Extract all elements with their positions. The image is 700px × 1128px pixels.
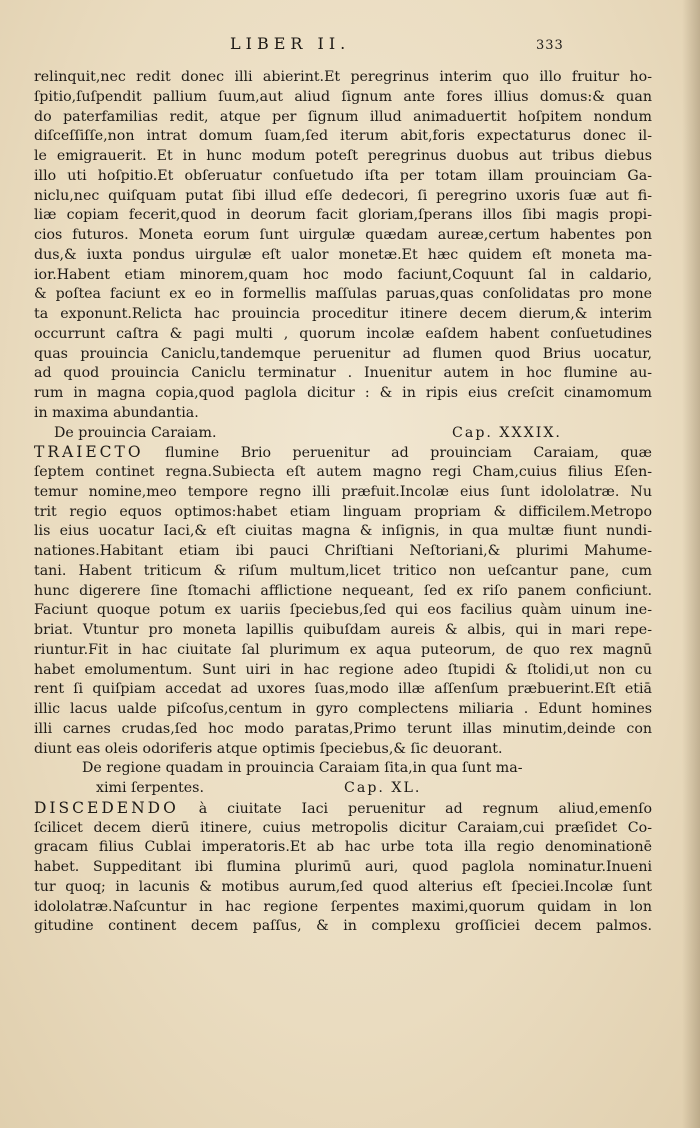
text-line-first — [34, 799, 652, 819]
text-line: illic lacus ualde piſcoſus,centum in gyro complectens miliaria . Edunt homines — [34, 701, 652, 717]
text-line: Faciunt quoque potum ex uariis ſpeciebus,ſed qui eos facilius quàm uinum ine- — [34, 602, 652, 619]
text-line: hunc digerere ſine ſtomachi afflictione nequeant, ſed ex riſo panem conficiunt. — [34, 582, 652, 599]
text-line: occurrunt caſtra & pagi multi , quorum incolæ eaſdem habent conſuetudines — [34, 325, 652, 342]
text-line: idololatræ.Naſcuntur in hac regione ſerpentes maximi,quorum quidam in lon — [34, 898, 652, 915]
running-head — [0, 34, 700, 54]
text-line: ta exponunt.Relicta hac prouincia proceditur itinere decem dierum,& interim — [34, 306, 652, 322]
text-line: cios futuros. Moneta eorum ſunt uirgulæ quædam aureæ,certum habentes pon — [34, 227, 652, 243]
text-line: diunt eas oleis odoriferis atque optimis ſpeciebus,& ſic deuorant. — [34, 740, 503, 757]
text-line: le emigrauerit. Et in hunc modum poteſt peregrinus duobus aut tribus diebus — [34, 148, 652, 164]
text-line: ſeptem continet regna.Subiecta eſt autem magno regi Cham,cuius filius Eſen- — [34, 464, 652, 480]
text-line: temur nomine,meo tempore regno illi præfuit.Incolæ eius ſunt idololatræ. Nu — [34, 483, 652, 500]
text-line: nationes.Habitant etiam ibi pauci Chriſtiani Neſtoriani,& plurimi Mahume- — [34, 543, 652, 559]
text-line: briat. Vtuntur pro moneta lapillis quibuſdam aureis & albis, qui in mari repe- — [34, 622, 652, 638]
paragraph-continuation — [34, 68, 652, 424]
text-line: & poſtea faciunt ex eo in formellis maſſulas paruas,quas conſolidatas pro mone — [34, 286, 652, 303]
lead-line-rest: à ciuitate Iaci peruenitur ad regnum aliud,emenſo — [178, 800, 652, 817]
text-line: ſpitio,ſuſpendit pallium ſuum,aut aliud ſignum ante fores illius domus:& quan — [34, 88, 652, 105]
text-line: dus,& iuxta pondus uirgulæ eſt ualor monetæ.Et hæc quidem eſt moneta ma- — [34, 246, 652, 263]
text-line: trit regio equos optimos:habet etiam linguam propriam & difficilem.Metropo — [34, 503, 652, 520]
lead-line-rest: flumine Brio peruenitur ad prouinciam Caraiam, quæ — [143, 445, 652, 462]
lead-word: DISCEDENDO — [34, 798, 179, 817]
main-text — [34, 68, 652, 937]
text-line: lis eius uocatur Iaci,& eſt ciuitas magna & inſignis, in qua multæ fiunt nundi- — [34, 523, 652, 540]
text-line: habet. Suppeditant ibi flumina plurimū auri, quod paglola nominatur.Inueni — [34, 859, 652, 875]
text-line: illi carnes crudas,ſed hoc modo paratas,Primo terunt illas minutim,deinde con — [34, 720, 652, 737]
text-line: gracam filius Cublai imperatoris.Et ab hac urbe tota illa regio denominationē — [34, 839, 652, 856]
text-line: diſceſſiſſe,non intrat domum ſuam,ſed iterum abit,foris expectaturus donec il- — [34, 128, 652, 145]
text-line: tur quoq; in lacunis & motibus aurum,ſed quod alterius eſt ſpeciei.Incolæ ſunt — [34, 878, 652, 895]
text-line: quas prouincia Caniclu,tandemque peruenitur ad flumen quod Brius uocatur, — [34, 345, 652, 362]
chapter-number: Cap. XL. — [344, 780, 422, 796]
chapter-heading-40 — [34, 759, 652, 799]
text-line: rum in magna copia,quod paglola dicitur : & in ripis eius creſcit cinamomum — [34, 385, 652, 401]
chapter-heading-39 — [34, 424, 652, 444]
text-line: ad quod prouincia Caniclu terminatur . Inuenitur autem in hoc flumine au- — [34, 365, 652, 382]
text-line: rent ſi quiſpiam accedat ad uxores ſuas,modo illæ aſſenſum præbuerint.Eſt etiā — [34, 681, 652, 698]
chapter-40-body — [34, 799, 652, 937]
chapter-title-continued: ximi ſerpentes. — [96, 780, 204, 796]
chapter-title-line-2 — [34, 779, 652, 799]
text-line: illo uti hoſpitio.Et obſeruatur conſuetudo iſta per totam illam prouinciam Ga- — [34, 167, 652, 184]
text-line: habet emolumentum. Sunt uiri in hac regione adeo ſtupidi & ſtolidi,ut non cu — [34, 661, 652, 678]
running-head-title: LIBER II. — [230, 34, 351, 53]
text-line: riuntur.Fit in hac ciuitate ſal plurimum ex aqua puteorum, de quo rex magnū — [34, 641, 652, 658]
text-line: tani. Habent triticum & riſum multum,licet tritico non ueſcantur pane, cum — [34, 562, 652, 579]
text-line: do paterfamilias redit, atque per ſignum illud animaduertit hoſpitem nondum — [34, 108, 652, 125]
lead-word: TRAIECTO — [34, 443, 144, 462]
text-line: in maxima abundantia. — [34, 404, 199, 421]
text-line: ſcilicet decem dierū itinere, cuius metropolis dicitur Caraiam,cui præſidet Co- — [34, 819, 652, 836]
text-line: ior.Habent etiam minorem,quam hoc modo faciunt,Coquunt ſal in caldario, — [34, 266, 652, 283]
text-line: relinquit,nec redit donec illi abierint.Et peregrinus interim quo illo fruitur ho- — [34, 69, 652, 85]
chapter-title: De prouincia Caraiam. — [54, 424, 217, 441]
chapter-number: Cap. XXXIX. — [452, 424, 562, 441]
chapter-39-body — [34, 443, 652, 759]
text-line: liæ copiam fecerit,quod in deorum facit gloriam,ſperans illos ſibi magis propi- — [34, 207, 652, 224]
text-line: niclu,nec quiſquam putat ſibi illud eſſe dedecori, ſi peregrino uxoris ſuæ aut fi- — [34, 187, 652, 204]
chapter-title: De regione quadam in prouincia Caraiam ſita,in qua ſunt ma- — [82, 760, 523, 777]
text-line: gitudine continent decem paſſus, & in complexu groſſiciei decem palmos. — [34, 918, 652, 935]
text-line-first — [34, 443, 652, 463]
page-number: 333 — [536, 38, 564, 53]
